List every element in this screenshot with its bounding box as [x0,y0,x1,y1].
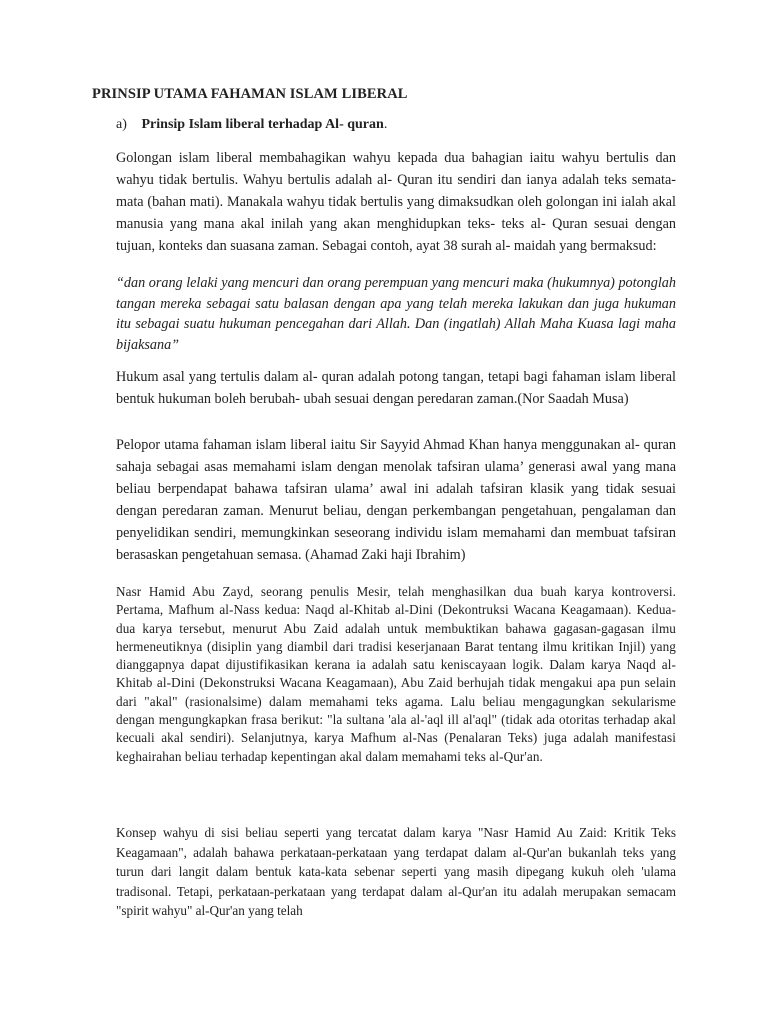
section-a-heading [116,117,387,133]
paragraph-sayyid-ahmad-khan: Pelopor utama fahaman islam liberal iaitu Sir Sayyid Ahmad Khan hanya menggunakan al- quran sahaja sebagai asas memahami islam dengan menolak tafsiran ulama’ generasi awal yang mana beliau berpendapat bahawa tafsiran ulama’ awal ini adalah tafsiran klasik yang tidak sesuai dengan peredaran zaman. Menurut beliau, dengan perkembangan pengetahuan, pengalaman dan penyelidikan sendiri, memungkinkan seseorang individu islam memahami dan membuat tafsiran berasaskan pengetahuan semasa. (Ahamad Zaki haji Ibrahim) [116,437,676,563]
paragraph-wahyu-division: Golongan islam liberal membahagikan wahyu kepada dua bahagian iaitu wahyu bertulis dan wahyu tidak bertulis. Wahyu bertulis adalah al- Quran itu sendiri dan ianya adalah teks semata- mata (bahan mati). Manakala wahyu tidak bertulis yang dimaksudkan oleh golongan ini ialah akal manusia yang mana akal inilah yang akan menghidupkan teks- teks al- Quran sesuai dengan tujuan, konteks dan suasana zaman. Sebagai contoh, ayat 38 surah al- maidah yang bermaksud: [116,150,676,254]
document-title: PRINSIP UTAMA FAHAMAN ISLAM LIBERAL [92,86,408,102]
quote-surah-al-maidah: “dan orang lelaki yang mencuri dan orang perempuan yang mencuri maka (hukumnya) potonglah tangan mereka sebagai satu balasan dengan apa yang telah mereka lakukan dan juga hukuman itu sebagai suatu hukuman pencegahan dari Allah. Dan (ingatlah) Allah Maha Kuasa lagi maha bijaksana” [116,275,676,353]
paragraph-hukum-asal: Hukum asal yang tertulis dalam al- quran adalah potong tangan, tetapi bagi fahaman islam liberal bentuk hukuman boleh berubah- ubah sesuai dengan peredaran zaman.(Nor Saadah Musa) [116,369,676,407]
section-marker: a) [116,117,127,132]
paragraph-konsep-wahyu: Konsep wahyu di sisi beliau seperti yang tercatat dalam karya "Nasr Hamid Au Zaid: Kritik Teks Keagamaan", adalah bahawa perkataan-perkataan yang terdapat dalam al-Qur'an bukanlah teks yang turun dari langit dalam bentuk kata-kata sebenar seperti yang masih dipegang kukuh oleh 'ulama tradisonal. Tetapi, perkataan-perkataan yang terdapat dalam al-Qur'an itu adalah merupakan semacam "spirit wahyu" al-Qur'an yang telah [116,825,676,918]
paragraph-nasr-hamid-abu-zayd: Nasr Hamid Abu Zayd, seorang penulis Mesir, telah menghasilkan dua buah karya kontroversi. Pertama, Mafhum al-Nass kedua: Naqd al-Khitab al-Dini (Dekontruksi Wacana Keagamaan). Kedua-dua karya tersebut, menurut Abu Zaid adalah untuk membuktikan bahawa gagasan-gagasan ilmu hermeneutiknya (disiplin yang diambil dari tradisi keserjanaan Barat tentang ilmu kritikan Injil) yang dianggapnya dapat dijustifikasikan kerana ia adalah satu keniscayaan logik. Dalam karya Naqd al-Khitab al-Dini (Dekonstruksi Wacana Keagamaan), Abu Zaid berhujah tidak mengakui apa pun selain dari "akal" (rasionalsime) dalam memahami teks agama. Lalu beliau mengagungkan sekularisme dengan mengungkapkan frasa berikut: "la sultana 'ala al-'aql ill al'aql" (tidak ada otoritas terhadap akal kecuali akal sendiri). Selanjutnya, karya Mafhum al-Nas (Penalaran Teks) juga adalah manifestasi keghairahan beliau terhadap kepentingan akal dalam memahami teks al-Qur'an. [116,584,676,764]
section-heading-period: . [383,117,388,132]
section-heading-text: Prinsip Islam liberal terhadap Al- quran [141,117,384,132]
